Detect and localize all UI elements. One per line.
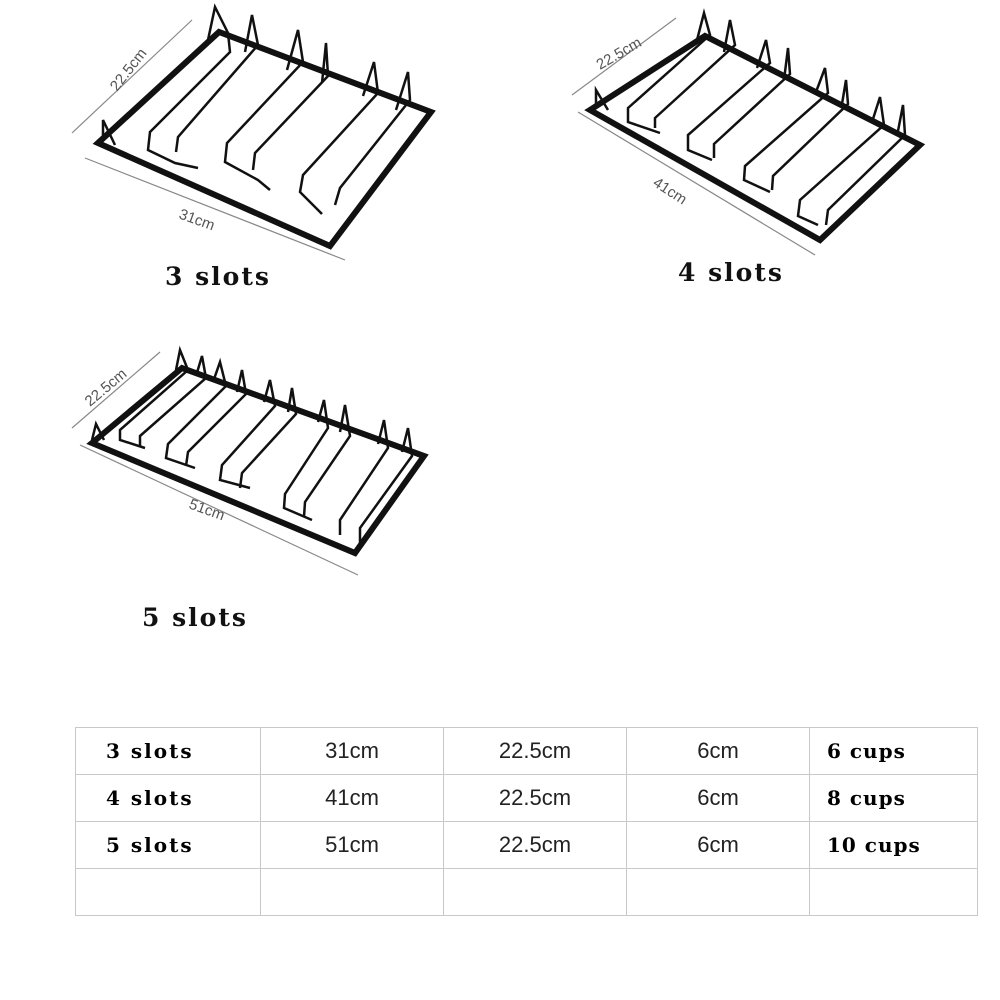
rack-5-slots-drawing <box>0 0 460 640</box>
depth-label: 22.5cm <box>106 45 151 95</box>
table-row <box>76 869 978 916</box>
cups-cell: 10 cups <box>810 822 978 869</box>
width-cell: 22.5cm <box>444 775 627 822</box>
length-cell: 41cm <box>261 775 444 822</box>
depth-label: 22.5cm <box>593 34 645 74</box>
length-cell: 51cm <box>261 822 444 869</box>
table-row <box>76 775 978 822</box>
cups-cell <box>810 869 978 916</box>
rack-caption: 3 slots <box>165 262 271 291</box>
width-cell: 22.5cm <box>444 822 627 869</box>
rack-caption: 5 slots <box>142 603 248 632</box>
slots-cell: 5 slots <box>76 822 261 869</box>
depth-label: 22.5cm <box>81 365 131 411</box>
rack-holders <box>92 350 412 543</box>
length-cell <box>261 869 444 916</box>
rack-holders <box>593 13 905 225</box>
rack-5-slots <box>0 0 460 640</box>
length-cell: 31cm <box>261 728 444 775</box>
height-cell: 6cm <box>627 728 810 775</box>
height-cell: 6cm <box>627 822 810 869</box>
cups-cell: 6 cups <box>810 728 978 775</box>
cups-cell: 8 cups <box>810 775 978 822</box>
width-label: 51cm <box>186 495 227 525</box>
rack-frame <box>92 368 424 553</box>
width-label: 41cm <box>649 174 690 209</box>
width-cell: 22.5cm <box>444 728 627 775</box>
table-row <box>76 822 978 869</box>
table-row <box>76 728 978 775</box>
height-cell <box>627 869 810 916</box>
height-cell: 6cm <box>627 775 810 822</box>
slots-cell: 4 slots <box>76 775 261 822</box>
width-label: 31cm <box>176 205 217 235</box>
spec-table <box>75 727 978 916</box>
rack-caption: 4 slots <box>678 258 784 287</box>
slots-cell: 3 slots <box>76 728 261 775</box>
width-cell <box>444 869 627 916</box>
slots-cell <box>76 869 261 916</box>
